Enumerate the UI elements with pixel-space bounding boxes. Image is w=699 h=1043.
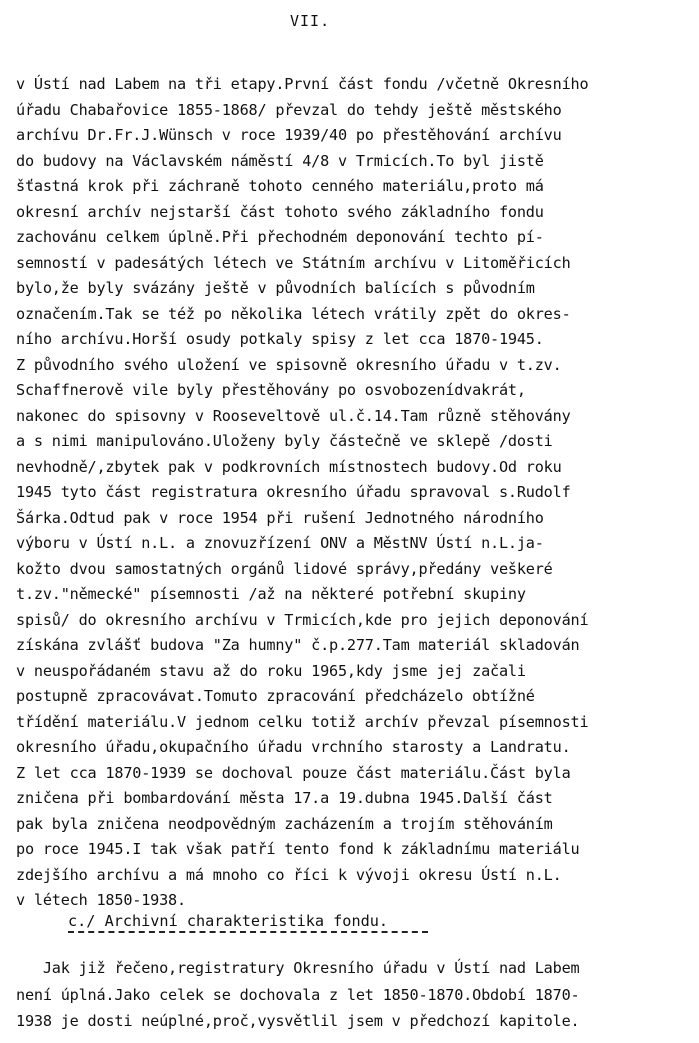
text-line: a s nimi manipulováno.Uloženy byly částečně ve sklepě /dosti [16,432,553,450]
text-line: pak byla zničena neodpovědným zacházením a trojím stěhováním [16,814,553,833]
text-line: v Ústí nad Labem na tři etapy.První část fondu /včetně Okresního [16,75,589,93]
text-line: Z původního svého uložení ve spisovně okresního úřadu v t.zv. [16,355,562,374]
text-line: okresního úřadu,okupačního úřadu vrchního starosty a Landratu. [16,738,571,756]
text-line: výboru v Ústí n.L. a znovuzřízení ONV a MěstNV Ústí n.L.ja- [16,534,544,552]
text-line: postupně zpracovávat.Tomuto zpracování předcházelo obtížné [16,687,535,705]
text-line: Šárka.Odtud pak v roce 1954 při rušení Jednotného národního [16,508,544,527]
text-line: zničena při bombardování města 17.a 19.dubna 1945.Další část [16,789,553,807]
text-line: nevhodně/,zbytek pak v podkrovních místnostech budovy.Od roku [16,457,562,476]
text-line: zachovánu celkem úplně.Při přechodném deponování techto pí- [16,228,544,246]
text-line: kožto dvou samostatných orgánů lidové správy,předány veškeré [16,559,553,578]
text-line: označením.Tak se též po několika létech vrátily zpět do okres- [16,304,571,323]
text-line: semností v padesátých létech ve Státním archívu v Litoměřicích [16,253,571,272]
text-line: 1938 je dosti neúplné,proč,vysvětlil jsem v předchozí kapitole. [16,1012,580,1030]
text-line: úřadu Chabařovice 1855-1868/ převzal do tehdy ještě městského [16,100,562,119]
page-number: VII. [290,12,331,30]
text-line: okresní archív nejstarší část tohoto svého základního fondu [16,202,544,221]
text-line: nakonec do spisovny v Rooseveltově ul.č.14.Tam různě stěhovány [16,406,571,425]
text-line: Z let cca 1870-1939 se dochoval pouze část materiálu.Část byla [16,763,571,782]
text-line: bylo,že byly svázány ještě v původních balících s původním [16,279,535,297]
section-heading-underline [68,931,428,933]
text-line: 1945 tyto část registratura okresního úřadu spravoval s.Rudolf [16,483,571,501]
text-line: třídění materiálu.V jednom celku totiž archív převzal písemnosti [16,712,589,731]
text-line: do budovy na Václavském náměstí 4/8 v Trmicích.To byl jistě [16,151,544,170]
section-paragraph [16,955,696,1035]
body-paragraph [16,72,696,914]
text-line: není úplná.Jako celek se dochovala z let 1850-1870.Období 1870- [16,985,580,1004]
text-line: zdejšího archívu a má mnoho co říci k vývoji okresu Ústí n.L. [16,865,562,884]
text-line: v neuspořádaném stavu až do roku 1965,kdy jsme jej začali [16,661,526,680]
text-line: ního archívu.Horší osudy potkaly spisy z let cca 1870-1945. [16,330,544,348]
text-line: v létech 1850-1938. [16,891,186,909]
text-line: Jak již řečeno,registratury Okresního úřadu v Ústí nad Labem [16,959,580,977]
section-heading: c./ Archivní charakteristika fondu. [68,912,389,930]
text-line: po roce 1945.I tak však patří tento fond k základnímu materiálu [16,840,580,858]
text-line: archívu Dr.Fr.J.Wünsch v roce 1939/40 po přestěhování archívu [16,126,562,144]
text-line: t.zv."německé" písemnosti /až na některé potřební skupiny [16,585,526,603]
text-line: získána zvlášť budova "Za humny" č.p.277.Tam materiál skladován [16,636,580,654]
text-line: spisů/ do okresního archívu v Trmicích,kde pro jejich deponování [16,610,589,629]
text-line: šťastná krok při záchraně tohoto cenného materiálu,proto má [16,177,544,195]
text-line: Schaffnerově vile byly přestěhovány po osvobozenídvakrát, [16,381,526,399]
